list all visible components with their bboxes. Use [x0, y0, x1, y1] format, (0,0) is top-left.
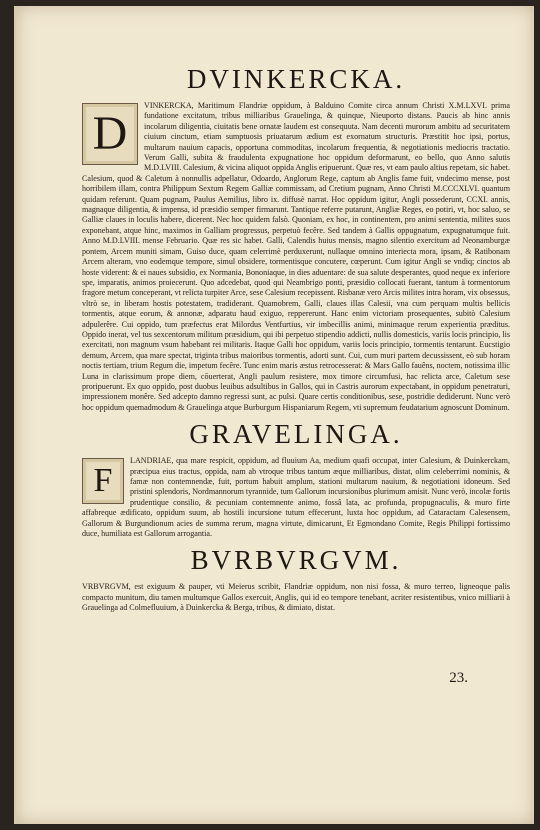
decorated-initial: F [82, 458, 124, 504]
section-gravelinga [82, 419, 510, 539]
section-text: VRBVRGVM, est exiguum & pauper, vti Meierus scribit, Flandriæ oppidum, non nisi fossa, & muro terreo, ligneoque palis compacto munitum, diu tamen multumque Gallos exercuit, Anglis, qui id eo tempore tenebant, acriter resistentibus, vnico milliarii à Grauelinga ad Colmefluuium, à Duinkercka & Berga, tribus, & dimiato, distat. [82, 582, 510, 613]
section-heading: GRAVELINGA. [189, 419, 403, 450]
section-dvinkercka [82, 64, 510, 413]
section-text: VINKERCKA, Maritimum Flandriæ oppidum, à Balduino Comite circa annum Christi X.M.LXVI. prima fundatione excitatum, tribus milliaribus Grauelinga, & quinque, Nieuporto distans. Paucis ab hinc annis incolarum diligentia, ciuitatis bene ornatæ laudem est consequuta. Nam decenti murorum ambitu ad securitatem ciuium cinctum, etiam sumptuosis priuatarum ædium est exornatum structuris. Præstitit hoc ipsi, portus, multarum nauium capacis, opportuna commoditas, incolarum frequentia, & negotiationis mediocris tractatio. Verum Galli, subita & fraudulenta expugnatione hoc oppidum deformarunt, eo bello, quo Anno salutis M.D.LVIII. Calesium, & vicina aliquot oppida Anglis eripuerunt. Quæ res, vt eam paulo altius repetam, sic habet. Calesium, quod & Caletum à nonnullis adpellatur, Odoardo, Anglorum Rege, captum ab Anglis fame fuit, vndecimo mense, post horribilem illam, contra Philippum Sextum Regem Galliæ commissam, ad Cretium pugnam, Anno Christi M.CCCXLVI. quantum quidam referunt. Quam pugnam, Paulus Aemilius, libro ix. diffusè narrat. Hoc oppidum igitur, Angli possederunt, CCXI. annis, magnaque diligentia, & impensa, id præsidio semper firmarunt. Tantique referre putarunt, Angliæ Reges, eo potiri, vt, hoc saluo, se Galliæ claues in loculis habere, dicerent. Nec hoc quidem falsò. Quoniam, ex hoc, in continentem, pro animi sententia, milites suos exponebant, atque hinc, maximos in Galliam progressus, perpetuò fecêre. Sed tandem à Gallis oppugnatum, expugnatumque fuit. Anno M.D.LVIII. mense Februario. Quæ res sic habet. Galli, Calendis huius mensis, magno silentio exercitum ad Neonamburgæ pontem, Arcem muniti simam, Guiso duce, quam celerrimè perduxerunt, nullaque omnino interiecta mora, ipsam, & Ratibonam Arcem alteram, vno eodemque tempore, simul obsidere, tormentisque concutere, cœperunt. Cum igitur Angli se vndiq; cinctos ab hoste viderent: & ei naues subsidio, ex Normania, Bononiaque, in dies aduentare: de sua salute desperantes, quod neque ex inferiore spe, imparatis, animos proiecerunt. Quo adcedebat, quod qui Neambrigo ponti, præsidio collocati fuerant, tantum à tormentorum fragore metum conceperant, vt relicta turpiter Arce, sese Calesium recepissent. Risbanæ vero Arcis milites intra horam, vix obsessus, vltrò se, in liberam hostis potestatem, tradiderant. Quamobrem, Galli, claues illas Calesii, vna cum perquam multis bellicis tormentis, atque eorum, & annonæ, adparatu haud exiguo, reppererunt. Hanc enim victoriam prosequentes, subitò Calesium adpulerêre. Cui oppido, tum præfectus erat Milordus Ventfurtius, vir imbecillis animi, minimaque rerum experientia præditus. Oppido inerat, vel tus sexcentorum militum præsidium, qui ibi perpetuo stipendio addicti, nullis domesticis, variis locis principio, lis exercitati, non magnum vsum habebant rei militaris. Itaque Galli hoc oppidum, variis locis principio, tormentis tentarunt. Eucstigio demum, Arcem, qua mare spectat, triginta tribus maioribus tormentis, adorti sunt. Cui, cum muri partem decussissent, eò sub horam noctis tertiam, trium Regum die, impetum fecêre. Tunc enim maris æstus retrocesserat: & Mars Gallo fauêns, noctem, notissima illic Luna in clarissimum prope diem, cōuerterat, Angli paulum resistere, mox timore circumfusi, hac relicta arce, Caletum sese proripuerunt. Ex quo oppido, post duobus leuibus adsultibus in Gallos, qui in Castris aurorum expectabant, in oppidum penetraturi, impressionem monêre. Sed adcepto damno regressi sunt, ac pulsi. Quare certis conditionibus, sese, postridie dediderunt. Nunc verò hoc oppidum quemadmodum & Grauelinga atque Burburgum Hispaniarum Regem, vti supremum feudatarium agnoscunt Dominum. [82, 101, 510, 412]
page-content [82, 54, 510, 614]
section-text: LANDRIAE, qua mare respicit, oppidum, ad fluuium Aa, medium quafi occupat, inter Calesium, & Duinkerckam, præcipua eius tractus, oppida, nam ab vtroque tribus tantum æque milliaribus, distat, olim celeberrimi nominis, & famæ non contemnendæ, fuit, portum habuit amplum, stationi multarum nauium, & negotiationi idoneum. Sed pristini splendoris, Nordmannorum tyrannide, tum Gallorum incursionibus plurimum amisit. Nunc verò, incolæ fortis prudentique consilio, & pecuniam contemnente animo, fossâ lata, ac profunda, propugnaculis, & muro firte affabreque ædificato, oppidum suum, ab hostili incursione tutum effecerunt, luxta hoc oppidum, ad Cataractam Calesensem, Gallorum & Burgundionum acies de summa rerum, magna virtute, dimicarunt, Et Egmondano Comite, Regis Philippi fortissimo duce, humiliata est Gallorum arrogantia. [82, 456, 510, 539]
section-heading: BVRBVRGVM. [190, 545, 402, 576]
page-number: 23. [449, 670, 468, 686]
book-page [14, 6, 534, 824]
section-heading: DVINKERCKA. [186, 64, 406, 94]
decorated-initial: D [82, 103, 138, 165]
section-burburgum [82, 545, 510, 613]
